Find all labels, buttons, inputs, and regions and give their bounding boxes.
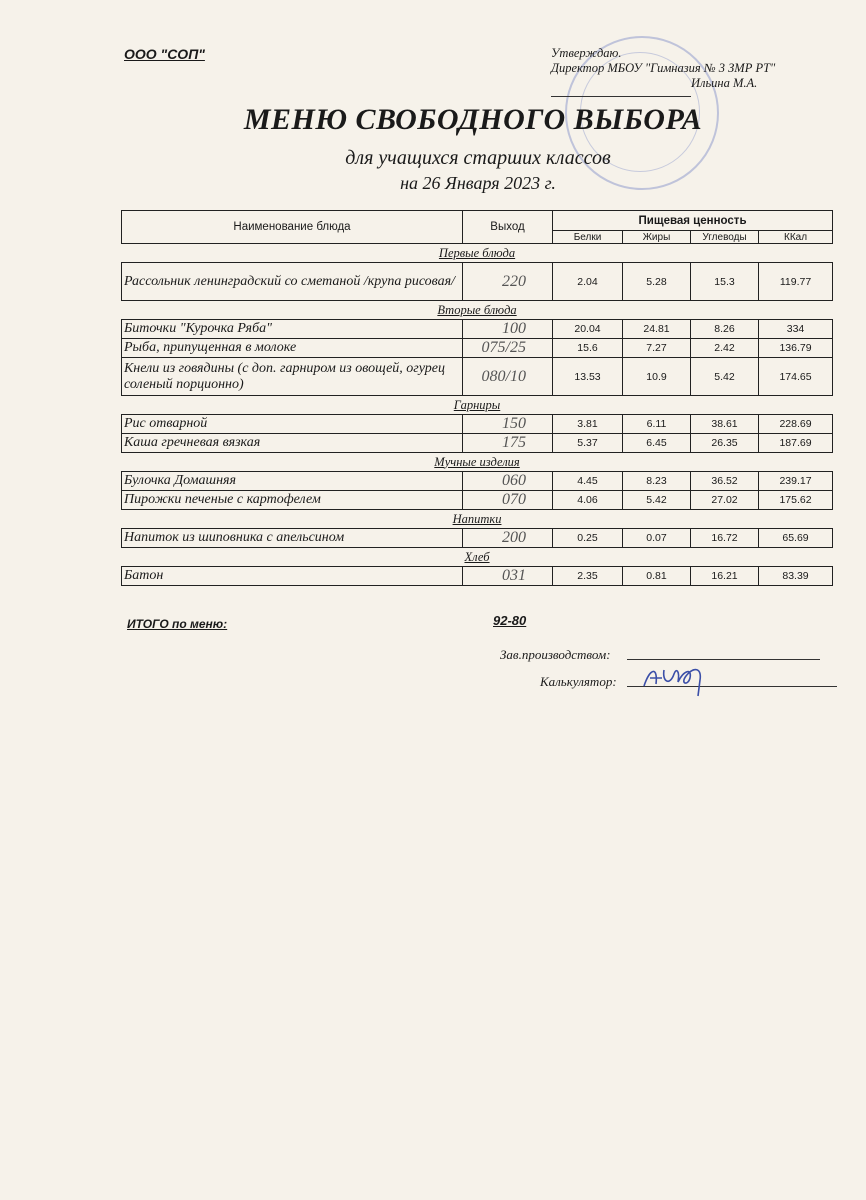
dish-output: 175	[463, 434, 553, 453]
section-title: Мучные изделия	[434, 454, 520, 469]
dish-fat: 7.27	[623, 339, 691, 358]
organization-name: ООО "СОП"	[124, 46, 205, 62]
dish-output: 070	[463, 491, 553, 510]
section-title: Напитки	[452, 511, 502, 526]
dish-protein: 3.81	[553, 415, 623, 434]
dish-protein: 2.35	[553, 567, 623, 586]
table-row	[122, 567, 833, 586]
dish-output: 200	[463, 529, 553, 548]
section-header-row	[122, 453, 833, 472]
dish-kcal: 65.69	[759, 529, 833, 548]
section-header-row	[122, 510, 833, 529]
dish-output: 100	[463, 320, 553, 339]
table-row	[122, 529, 833, 548]
dish-fat: 24.81	[623, 320, 691, 339]
director-signature-line	[551, 96, 691, 97]
dish-protein: 15.6	[553, 339, 623, 358]
menu-table	[121, 210, 833, 586]
section-header-row	[122, 396, 833, 415]
page-title: МЕНЮ СВОБОДНОГО ВЫБОРА	[243, 103, 703, 136]
calculator-label: Калькулятор:	[540, 674, 617, 689]
production-manager-label: Зав.производством:	[500, 647, 611, 662]
total-label: ИТОГО по меню:	[127, 617, 228, 631]
dish-fat: 6.11	[623, 415, 691, 434]
dish-name: Булочка Домашняя	[122, 472, 463, 491]
table-row	[122, 263, 833, 301]
dish-carbs: 27.02	[691, 491, 759, 510]
dish-kcal: 136.79	[759, 339, 833, 358]
dish-output: 220	[463, 263, 553, 301]
dish-carbs: 26.35	[691, 434, 759, 453]
dish-fat: 0.81	[623, 567, 691, 586]
dish-carbs: 5.42	[691, 358, 759, 396]
dish-kcal: 239.17	[759, 472, 833, 491]
dish-carbs: 15.3	[691, 263, 759, 301]
dish-fat: 5.28	[623, 263, 691, 301]
dish-kcal: 187.69	[759, 434, 833, 453]
dish-protein: 4.45	[553, 472, 623, 491]
dish-protein: 4.06	[553, 491, 623, 510]
dish-output: 031	[463, 567, 553, 586]
approve-line: Утверждаю.	[551, 46, 622, 60]
dish-protein: 13.53	[553, 358, 623, 396]
dish-protein: 2.04	[553, 263, 623, 301]
dish-protein: 20.04	[553, 320, 623, 339]
dish-output: 060	[463, 472, 553, 491]
section-header-row	[122, 548, 833, 567]
dish-fat: 8.23	[623, 472, 691, 491]
section-header-row	[122, 244, 833, 263]
column-header-nutrition: Пищевая ценность	[553, 211, 833, 231]
dish-output: 080/10	[463, 358, 553, 396]
dish-name: Батон	[122, 567, 463, 586]
dish-name: Рис отварной	[122, 415, 463, 434]
column-header-carbs: Углеводы	[691, 231, 759, 244]
section-title: Гарниры	[453, 397, 501, 412]
table-row	[122, 472, 833, 491]
calculator-handwritten-signature	[640, 660, 720, 700]
dish-carbs: 16.72	[691, 529, 759, 548]
dish-carbs: 2.42	[691, 339, 759, 358]
dish-name: Кнели из говядины (с доп. гарниром из овощей, огурец соленый порционно)	[122, 358, 463, 396]
column-header-output: Выход	[463, 211, 553, 244]
dish-fat: 0.07	[623, 529, 691, 548]
table-row	[122, 491, 833, 510]
director-line: Директор МБОУ "Гимназия № 3 ЗМР РТ"	[551, 61, 776, 75]
dish-kcal: 174.65	[759, 358, 833, 396]
dish-carbs: 8.26	[691, 320, 759, 339]
dish-protein: 0.25	[553, 529, 623, 548]
column-header-name: Наименование блюда	[122, 211, 463, 244]
section-title: Первые блюда	[438, 245, 516, 260]
section-title: Хлеб	[464, 549, 490, 564]
menu-date: на 26 Января 2023 г.	[400, 173, 556, 193]
dish-kcal: 228.69	[759, 415, 833, 434]
dish-name: Каша гречневая вязкая	[122, 434, 463, 453]
dish-fat: 5.42	[623, 491, 691, 510]
column-header-protein: Белки	[553, 231, 623, 244]
total-value: 92-80	[493, 613, 527, 628]
dish-carbs: 36.52	[691, 472, 759, 491]
page-subtitle: для учащихся старших классов	[345, 147, 611, 169]
dish-kcal: 334	[759, 320, 833, 339]
table-row	[122, 358, 833, 396]
dish-name: Пирожки печеные с картофелем	[122, 491, 463, 510]
dish-kcal: 83.39	[759, 567, 833, 586]
dish-carbs: 16.21	[691, 567, 759, 586]
dish-name: Напиток из шиповника с апельсином	[122, 529, 463, 548]
dish-protein: 5.37	[553, 434, 623, 453]
approval-block	[551, 46, 775, 91]
section-header-row	[122, 301, 833, 320]
column-header-fat: Жиры	[623, 231, 691, 244]
dish-kcal: 119.77	[759, 263, 833, 301]
section-title: Вторые блюда	[437, 302, 517, 317]
table-row	[122, 339, 833, 358]
director-name: Ильина М.А.	[691, 76, 758, 90]
dish-carbs: 38.61	[691, 415, 759, 434]
table-row	[122, 415, 833, 434]
column-header-kcal: ККал	[759, 231, 833, 244]
dish-fat: 10.9	[623, 358, 691, 396]
dish-output: 150	[463, 415, 553, 434]
dish-fat: 6.45	[623, 434, 691, 453]
dish-name: Рыба, припущенная в молоке	[122, 339, 463, 358]
table-row	[122, 320, 833, 339]
dish-kcal: 175.62	[759, 491, 833, 510]
table-row	[122, 434, 833, 453]
dish-name: Рассольник ленинградский со сметаной /крупа рисовая/	[122, 263, 463, 301]
dish-name: Биточки "Курочка Ряба"	[122, 320, 463, 339]
dish-output: 075/25	[463, 339, 553, 358]
